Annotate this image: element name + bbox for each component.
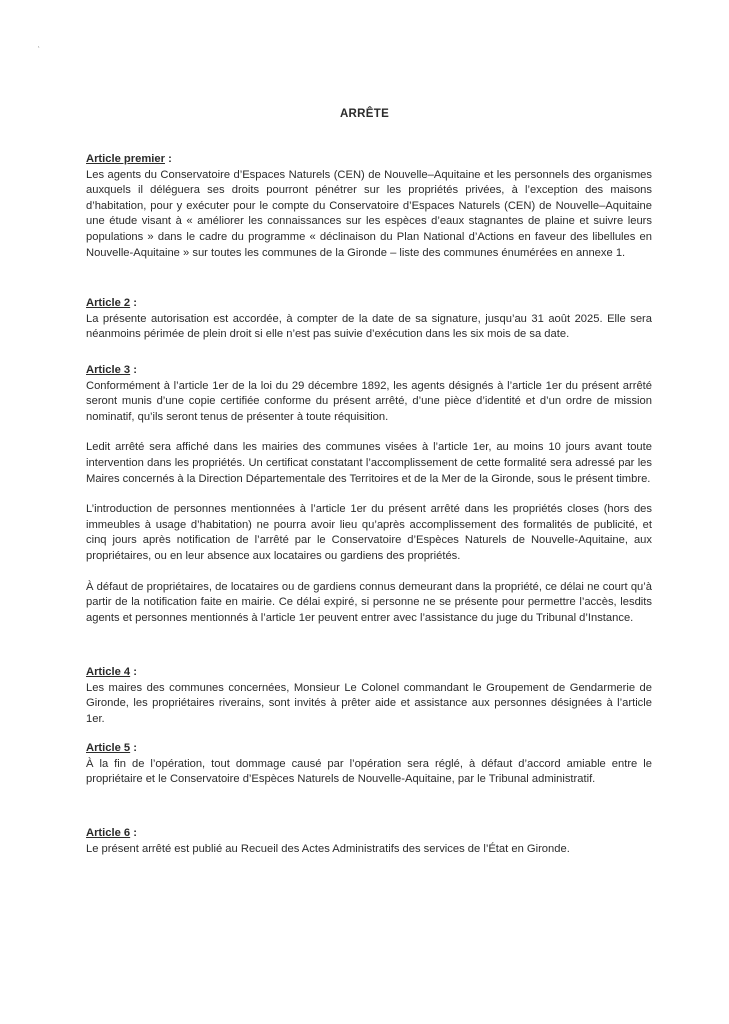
article-paragraph: L’introduction de personnes mentionnées à l’article 1er du présent arrêté dans les propriétés closes (hors des immeubles à usage d’habitation) ne pourra avoir lieu qu’après accomplissement des formalités de publicité, et cinq jours après notification de l’arrêté par le Conservatoire d’Espèces Naturels de Nouvelle-Aquitaine, aux propriétaires, ou en leur absence aux locataires ou gardiens des propriétés. — [86, 503, 652, 562]
article-heading-suffix: : — [164, 153, 172, 165]
article-heading-suffix: : — [130, 827, 137, 839]
article-3 — [86, 363, 652, 626]
article-paragraph: La présente autorisation est accordée, à compter de la date de sa signature, jusqu’au 31 août 2025. Elle sera néanmoins périmée de plein droit si elle n’est pas suivie d’exécution dans les six mois de sa date. — [86, 312, 652, 341]
article-paragraph: À la fin de l’opération, tout dommage causé par l’opération sera réglé, à défaut d’accord amiable entre le propriétaire et le Conservatoire d’Espèces Naturels de Nouvelle-Aquitaine, par le Tribunal administratif. — [86, 757, 652, 786]
article-heading-suffix: : — [130, 666, 137, 678]
article-heading: Article 3 — [86, 364, 131, 376]
article-heading: Article 2 — [86, 297, 131, 309]
article-heading-suffix: : — [130, 364, 137, 376]
article-heading-suffix: : — [130, 297, 137, 309]
article-paragraph: Les agents du Conservatoire d’Espaces Naturels (CEN) de Nouvelle–Aquitaine et les personnels des organismes auxquels il déléguera ses droits pourront pénétrer sur les propriétés privées, à l’exception des maisons d’habitation, pour y exécuter pour le compte du Conservatoire d’Espaces Naturels (CEN) de Nouvelle–Aquitaine une étude visant à « améliorer les connaissances sur les espèces d’eaux stagnantes de plaine et suivre leurs populations » dans le cadre du programme « déclinaison du Plan National d’Actions en faveur des libellules en Nouvelle-Aquitaine » sur toutes les communes de la Gironde – liste des communes énumérées en annexe 1. — [86, 168, 652, 259]
article-heading: Article 5 — [86, 742, 131, 754]
article-paragraph: Les maires des communes concernées, Monsieur Le Colonel commandant le Groupement de Gendarmerie de Gironde, les propriétaires riverains, sont invités à prêter aide et assistance aux personnes désignées à l’article 1er. — [86, 681, 652, 725]
article-premier — [86, 152, 652, 261]
article-heading: Article 4 — [86, 666, 131, 678]
article-heading-suffix: : — [130, 742, 137, 754]
article-paragraph: Conformément à l’article 1er de la loi du 29 décembre 1892, les agents désignés à l’article 1er du présent arrêté seront munis d’une copie certifiée conforme du présent arrêté, d’une pièce d’identité et d’un ordre de mission nominatif, qu’ils seront tenus de présenter à toute réquisition. — [86, 379, 652, 423]
article-paragraph: Ledit arrêté sera affiché dans les mairies des communes visées à l’article 1er, au moins 10 jours avant toute intervention dans les propriétés. Un certificat constatant l’accomplissement de cette formalité sera adressé par les Maires concernés à la Direction Départementale des Territoires et de la Mer de la Gironde, sous le présent timbre. — [86, 441, 652, 485]
document-title: ARRÊTE — [339, 108, 390, 120]
scan-mark: ˛ — [38, 42, 40, 48]
article-paragraph: À défaut de propriétaires, de locataires ou de gardiens connus demeurant dans la propriété, ce délai ne court qu’à partir de la notification faite en mairie. Ce délai expiré, si personne ne se présente pour permettre l’accès, lesdits agents et personnes mentionnés à l’article 1er peuvent entrer avec l’assistance du juge du Tribunal d’Instance. — [86, 580, 652, 624]
article-heading: Article premier — [86, 153, 165, 165]
article-5 — [86, 741, 652, 788]
article-heading: Article 6 — [86, 827, 131, 839]
article-4 — [86, 665, 652, 727]
article-paragraph: Le présent arrêté est publié au Recueil des Actes Administratifs des services de l’État en Gironde. — [86, 842, 570, 855]
article-2 — [86, 296, 652, 343]
article-6 — [86, 826, 652, 857]
